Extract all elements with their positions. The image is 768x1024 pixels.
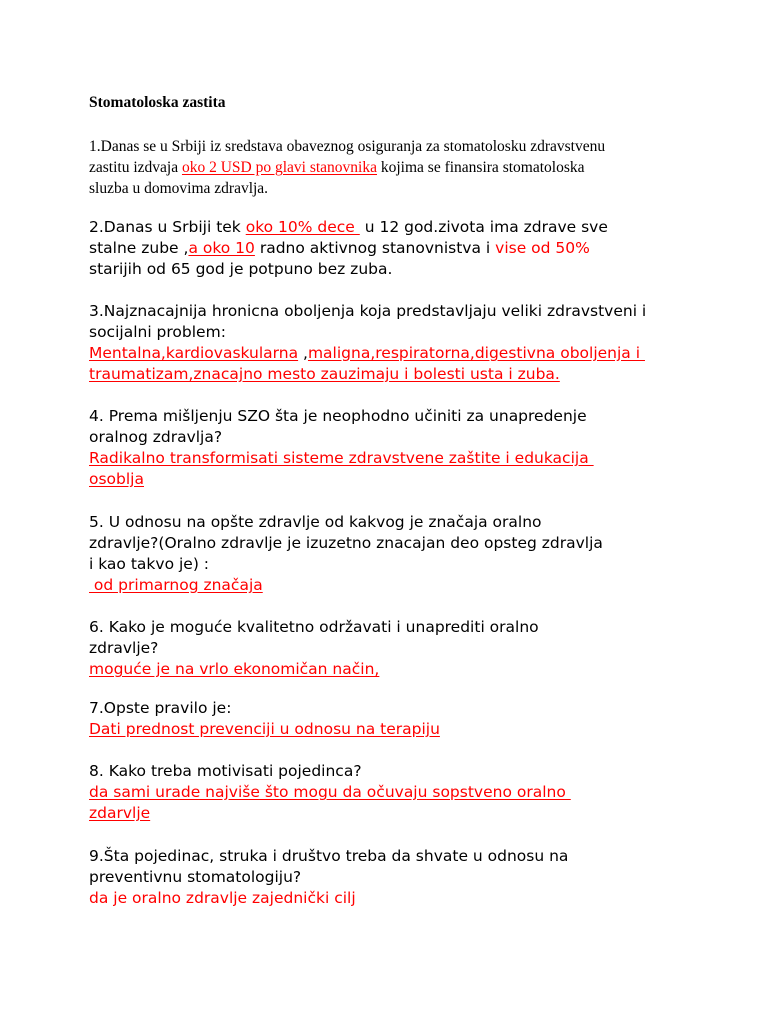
paragraph-6-line-2: zdravlje? <box>89 639 159 657</box>
document-title: Stomatoloska zastita <box>89 94 226 111</box>
paragraph-9-line-2: preventivnu stomatologiju? <box>89 868 302 886</box>
text: stalne zube , <box>89 239 189 257</box>
paragraph-1-line-1: 1.Danas se u Srbiji iz sredstava obaveznog osiguranja za stomatolosku zdravstvenu <box>89 138 606 155</box>
highlighted-text: vise od 50% <box>495 239 590 257</box>
paragraph-3-line-4: traumatizam,znacajno mesto zauzimaju i bolesti usta i zuba. <box>89 365 560 383</box>
highlighted-text: oko 10% dece <box>245 218 360 236</box>
text: zastitu izdvaja <box>89 159 182 176</box>
highlighted-text: maligna,respiratorna,digestivna oboljenja i <box>307 344 645 362</box>
text: radno aktivnog stanovnistva i <box>254 239 496 257</box>
paragraph-4-line-1: 4. Prema mišljenju SZO šta je neophodno učiniti za unapredenje <box>89 407 587 425</box>
paragraph-6-line-1: 6. Kako je moguće kvalitetno održavati i unaprediti oralno <box>89 618 539 636</box>
paragraph-2-line-1 <box>89 217 608 238</box>
paragraph-5-line-4: od primarnog značaja <box>89 576 263 594</box>
paragraph-4-line-2: oralnog zdravlja? <box>89 428 223 446</box>
paragraph-8-line-1: 8. Kako treba motivisati pojedinca? <box>89 762 362 780</box>
paragraph-7-line-1: 7.Opste pravilo je: <box>89 699 232 717</box>
text: kojima se finansira stomatoloska <box>377 159 585 176</box>
paragraph-9-line-3: da je oralno zdravlje zajednički cilj <box>89 889 356 907</box>
paragraph-5-line-1: 5. U odnosu na opšte zdravlje od kakvog je značaja oralno <box>89 513 542 531</box>
paragraph-8-line-3: zdarvlje <box>89 804 151 822</box>
paragraph-6-line-3: moguće je na vrlo ekonomičan način, <box>89 660 380 678</box>
paragraph-4-line-3: Radikalno transformisati sisteme zdravstvene zaštite i edukacija <box>89 449 594 467</box>
paragraph-1-line-2 <box>89 157 585 179</box>
text: , <box>298 344 308 362</box>
paragraph-7-line-2: Dati prednost prevenciji u odnosu na terapiju <box>89 720 440 738</box>
paragraph-2-line-3: starijih od 65 god je potpuno bez zuba. <box>89 260 393 278</box>
text: 2.Danas u Srbiji tek <box>89 218 246 236</box>
highlighted-text: a oko 10 <box>188 239 255 257</box>
text: u 12 god.zivota ima zdrave sve <box>359 218 608 236</box>
paragraph-5-line-3: i kao takvo je) : <box>89 555 210 573</box>
paragraph-3-line-2: socijalni problem: <box>89 323 226 341</box>
paragraph-2-line-2 <box>89 238 590 259</box>
paragraph-4-line-4: osoblja <box>89 470 144 488</box>
highlighted-text: oko 2 USD po glavi stanovnika <box>181 159 377 176</box>
paragraph-5-line-2: zdravlje?(Oralno zdravlje je izuzetno znacajan deo opsteg zdravlja <box>89 534 603 552</box>
paragraph-3-line-3 <box>89 343 645 364</box>
paragraph-1-line-3: sluzba u domovima zdravlja. <box>89 180 269 197</box>
paragraph-3-line-1: 3.Najznacajnija hronicna oboljenja koja predstavljaju veliki zdravstveni i <box>89 302 647 320</box>
highlighted-text: Mentalna,kardiovaskularna <box>89 344 299 362</box>
paragraph-8-line-2: da sami urade najviše što mogu da očuvaju sopstveno oralno <box>89 783 571 801</box>
paragraph-9-line-1: 9.Šta pojedinac, struka i društvo treba da shvate u odnosu na <box>89 847 569 865</box>
